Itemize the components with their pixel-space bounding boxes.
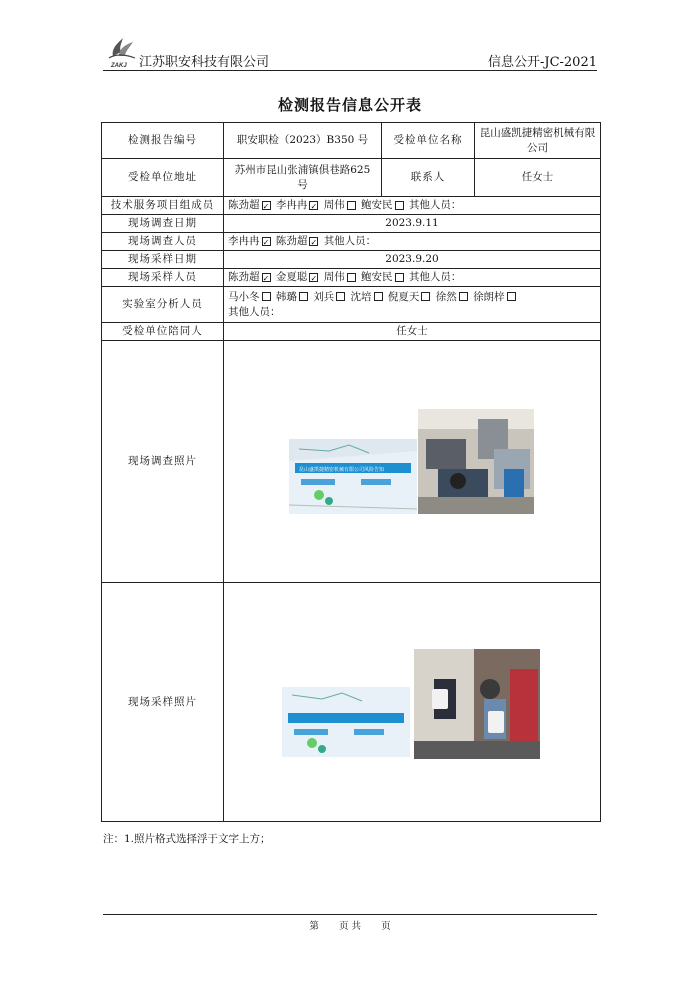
checkbox[interactable] <box>421 292 430 301</box>
staff-name: 陈劲超 <box>228 199 260 211</box>
table-row <box>102 287 601 323</box>
unit-address-value: 苏州市昆山张浦镇俱巷路625 号 <box>224 159 382 197</box>
footer-divider <box>103 914 597 915</box>
table-row <box>102 323 601 341</box>
sampling-date-value: 2023.9.20 <box>224 251 601 269</box>
checkbox[interactable]: ✓ <box>262 273 270 283</box>
table-row <box>102 159 601 197</box>
other-staff-label: 其他人员： <box>408 271 462 283</box>
checkbox[interactable]: ✓ <box>310 273 318 283</box>
tech-staff-label: 技术服务项目组成员 <box>102 197 224 215</box>
table-row <box>102 197 601 215</box>
table-row <box>102 583 601 822</box>
other-staff-label: 其他人员： <box>323 235 377 247</box>
unit-address-label: 受检单位地址 <box>102 159 224 197</box>
other-staff-label: 其他人员： <box>228 305 281 318</box>
staff-name: 李冉冉 <box>275 199 308 211</box>
survey-photo-cell <box>224 341 601 583</box>
survey-date-value: 2023.9.11 <box>224 215 601 233</box>
checkbox[interactable] <box>395 273 404 282</box>
other-staff-label: 其他人员： <box>408 199 462 211</box>
staff-name: 陈劲超 <box>228 271 260 283</box>
unit-name-value: 昆山盛凯捷精密机械有限公司 <box>475 123 601 159</box>
survey-staff-label: 现场调查人员 <box>102 233 224 251</box>
survey-staff-list <box>224 233 601 251</box>
checkbox[interactable]: ✓ <box>310 201 318 211</box>
tech-staff-list <box>224 197 601 215</box>
survey-poster-photo <box>289 439 417 514</box>
sampling-photo-cell <box>224 583 601 822</box>
staff-name: 陈劲超 <box>275 235 308 247</box>
page-label-total-page: 页 <box>381 921 391 932</box>
unit-name-label: 受检单位名称 <box>382 123 475 159</box>
checkbox[interactable]: ✓ <box>262 237 270 247</box>
lab-staff-list <box>224 287 601 323</box>
staff-name: 周伟 <box>323 199 345 211</box>
table-row <box>102 123 601 159</box>
sampling-photo-label: 现场采样照片 <box>102 583 224 822</box>
survey-date-label: 现场调查日期 <box>102 215 224 233</box>
staff-name: 倪夏天 <box>387 290 420 303</box>
staff-name: 刘兵 <box>313 290 335 303</box>
sampling-date-label: 现场采样日期 <box>102 251 224 269</box>
report-no-label: 检测报告编号 <box>102 123 224 159</box>
sampling-staff-list <box>224 269 601 287</box>
checkbox[interactable] <box>262 292 271 301</box>
contact-label: 联系人 <box>382 159 475 197</box>
report-no-value: 职安职检（2023）B350 号 <box>224 123 382 159</box>
survey-photo-label: 现场调查照片 <box>102 341 224 583</box>
staff-name: 周伟 <box>323 271 345 283</box>
page-header <box>103 34 597 71</box>
staff-name: 鲍安民 <box>361 199 393 211</box>
checkbox[interactable] <box>347 201 356 210</box>
page-footer <box>0 918 700 932</box>
checkbox[interactable] <box>507 292 516 301</box>
poster-caption: 昆山盛凯捷精密机械有限公司风险告知 <box>299 467 385 473</box>
contact-value: 任女士 <box>475 159 601 197</box>
staff-name: 李冉冉 <box>228 235 260 247</box>
company-name: 江苏职安科技有限公司 <box>139 55 270 70</box>
page-label-total: 共 <box>351 921 362 932</box>
survey-workshop-photo <box>418 409 534 514</box>
table-row <box>102 233 601 251</box>
page-title: 检测报告信息公开表 <box>277 96 422 114</box>
staff-name: 马小冬 <box>228 290 260 303</box>
sampling-workshop-photo <box>414 649 540 759</box>
checkbox[interactable] <box>374 292 383 301</box>
checkbox[interactable]: ✓ <box>310 237 318 247</box>
checkbox[interactable] <box>347 273 356 282</box>
staff-name: 韩璐 <box>275 290 297 303</box>
checkbox[interactable]: ✓ <box>262 201 270 211</box>
table-row <box>102 251 601 269</box>
escort-value: 任女士 <box>224 323 601 341</box>
lab-staff-label: 实验室分析人员 <box>102 287 224 323</box>
document-number: 信息公开-JC-2021 <box>487 55 597 70</box>
logo-text: ZAKJ <box>111 63 127 69</box>
checkbox[interactable] <box>299 292 308 301</box>
staff-name: 徐朗梓 <box>473 290 505 303</box>
staff-name: 徐然 <box>435 290 457 303</box>
checkbox[interactable] <box>395 201 404 210</box>
checkbox[interactable] <box>336 292 345 301</box>
page-label-page: 页 <box>338 921 349 932</box>
table-row <box>102 269 601 287</box>
staff-name: 鲍安民 <box>361 271 393 283</box>
escort-label: 受检单位陪同人 <box>102 323 224 341</box>
sampling-staff-label: 现场采样人员 <box>102 269 224 287</box>
checkbox[interactable] <box>459 292 468 301</box>
page-label-prefix: 第 <box>309 921 319 932</box>
staff-name: 金夏聪 <box>275 271 308 283</box>
table-row <box>102 215 601 233</box>
staff-name: 沈培 <box>350 290 372 303</box>
table-row <box>102 341 601 583</box>
sampling-poster-photo <box>282 687 410 757</box>
company-logo <box>105 34 139 70</box>
info-table <box>101 122 601 822</box>
footnote: 注：1.照片格式选择浮于文字上方； <box>103 833 271 845</box>
